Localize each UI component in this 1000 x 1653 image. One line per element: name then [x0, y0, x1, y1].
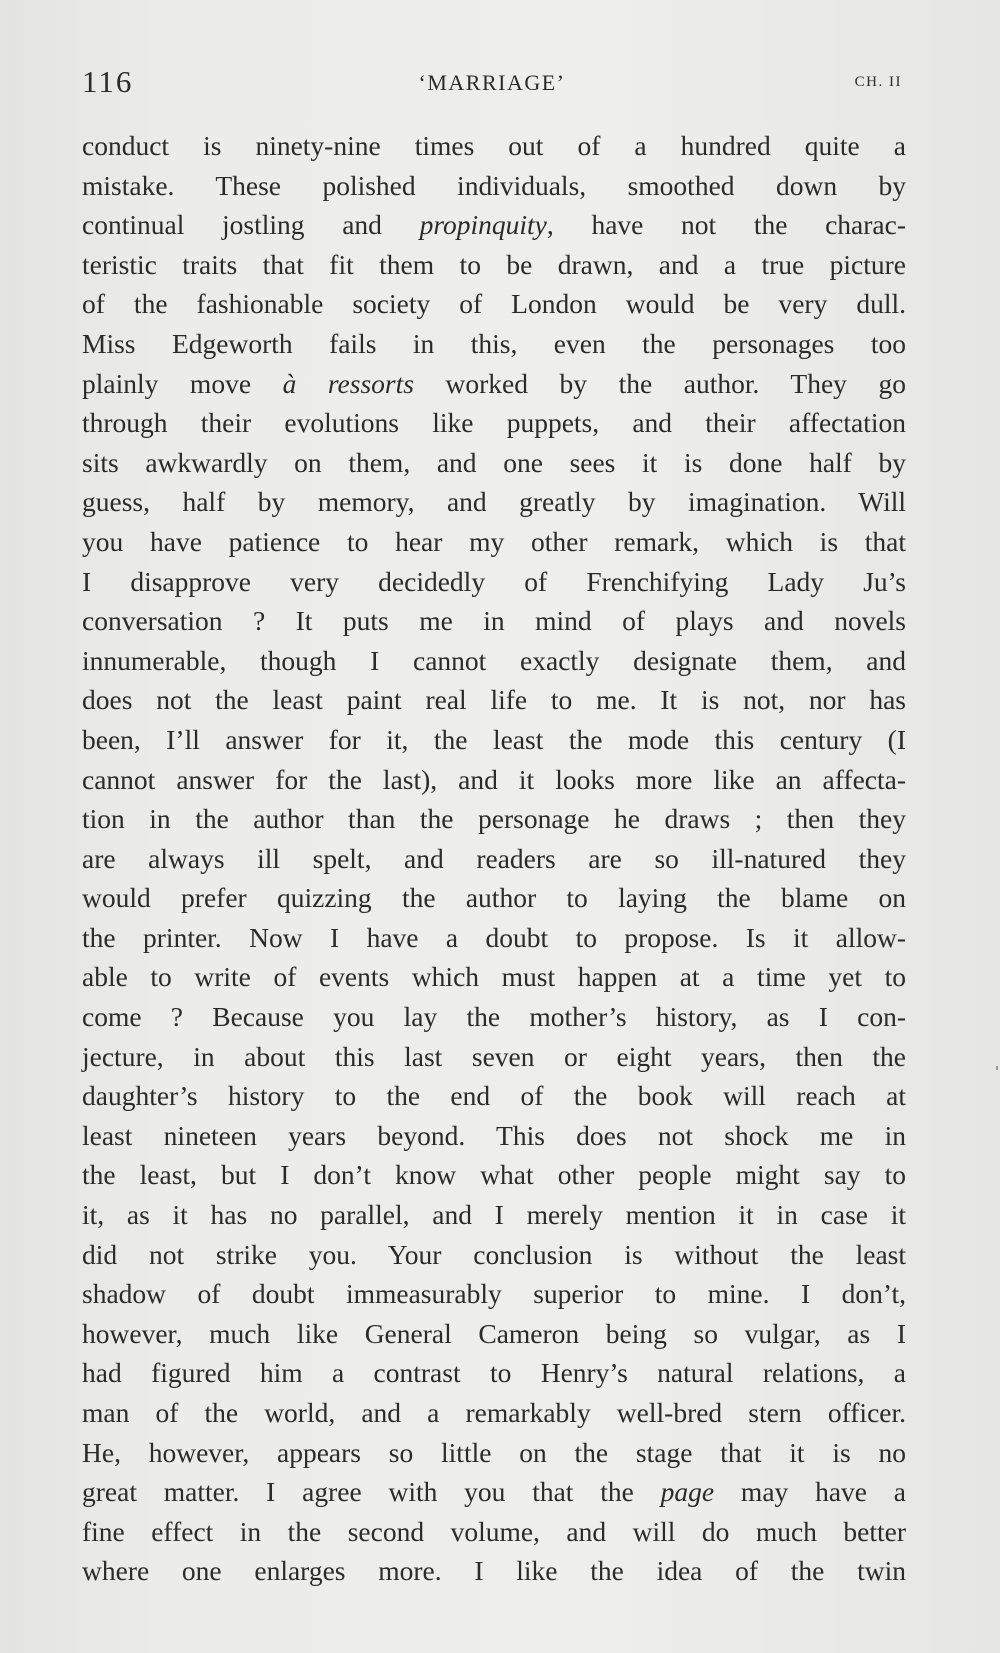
text-run: did not strike you. Your conclusion is without the least [82, 1238, 906, 1270]
text-run: continual jostling and [82, 209, 420, 241]
text-line [82, 284, 906, 324]
text-line [82, 997, 906, 1037]
text-run: innumerable, though I cannot exactly designate them, and [82, 644, 906, 676]
text-line [82, 1353, 906, 1393]
text-run: been, I’ll answer for it, the least the mode this century (I [82, 723, 906, 755]
text-run: daughter’s history to the end of the book will reach at [82, 1080, 906, 1112]
text-run: cannot answer for the last), and it looks more like an affecta- [82, 763, 906, 795]
text-run: I disapprove very decidedly of Frenchifying Lady Ju’s [82, 565, 906, 597]
body-text [82, 126, 906, 1591]
text-run: tion in the author than the personage he draws ; then they [82, 803, 906, 835]
text-line [82, 1235, 906, 1275]
text-line [82, 1512, 906, 1552]
text-run: the printer. Now I have a doubt to propose. Is it allow- [82, 921, 906, 953]
text-run: jecture, in about this last seven or eight years, then the [82, 1040, 906, 1072]
text-run: through their evolutions like puppets, and their affectation [82, 407, 906, 439]
text-line [82, 1076, 906, 1116]
text-run: teristic traits that fit them to be drawn, and a true picture [82, 248, 906, 280]
text-line [82, 245, 906, 285]
text-line [82, 1195, 906, 1235]
text-line [82, 641, 906, 681]
italic-phrase: propinquity [419, 209, 547, 241]
text-run: least nineteen years beyond. This does not shock me in [82, 1119, 906, 1151]
text-line [82, 364, 906, 404]
margin-speck [996, 1066, 998, 1070]
text-line [82, 680, 906, 720]
text-line [82, 1433, 906, 1473]
text-run: Miss Edgeworth fails in this, even the personages too [82, 327, 906, 359]
text-run: of the fashionable society of London would be very dull. [82, 288, 906, 320]
text-line [82, 1472, 906, 1512]
chapter-reference: CH. II [854, 74, 902, 90]
italic-phrase: à ressorts [282, 367, 414, 399]
text-line [82, 839, 906, 879]
text-run: sits awkwardly on them, and one sees it is done half by [82, 446, 906, 478]
page-number: 116 [82, 64, 134, 99]
text-run: where one enlarges more. I like the idea of the twin [82, 1555, 906, 1587]
text-line [82, 205, 906, 245]
text-run: conversation ? It puts me in mind of plays and novels [82, 605, 906, 637]
text-line [82, 601, 906, 641]
text-run: man of the world, and a remarkably well-bred stern officer. [82, 1397, 906, 1428]
text-run: He, however, appears so little on the stage that it is no [82, 1436, 906, 1468]
text-line [82, 878, 906, 918]
text-line [82, 562, 906, 602]
text-run: it, as it has no parallel, and I merely mention it in case it [82, 1199, 906, 1231]
text-line [82, 1393, 906, 1433]
text-line [82, 403, 906, 443]
text-run: had figured him a contrast to Henry’s natural relations, a [82, 1357, 906, 1389]
text-line [82, 522, 906, 562]
text-line [82, 1551, 906, 1591]
text-line [82, 1314, 906, 1354]
text-run: plainly move [82, 367, 283, 399]
text-line [82, 1155, 906, 1195]
text-run: mistake. These polished individuals, smoothed down by [82, 169, 906, 201]
text-line [82, 799, 906, 839]
text-run: guess, half by memory, and greatly by imagination. Will [82, 486, 906, 518]
text-run: worked by the author. They go [413, 367, 906, 399]
text-line [82, 1274, 906, 1314]
text-run: does not the least paint real life to me. It is not, nor has [82, 684, 906, 716]
text-run: would prefer quizzing the author to laying the blame on [82, 882, 906, 914]
running-head [82, 64, 902, 104]
text-run: however, much like General Cameron being so vulgar, as I [82, 1317, 906, 1349]
italic-phrase: page [660, 1476, 715, 1508]
text-line [82, 443, 906, 483]
text-line [82, 482, 906, 522]
running-title: ‘MARRIAGE’ [418, 70, 566, 95]
text-line [82, 957, 906, 997]
text-run: conduct is ninety-nine times out of a hundred quite a [82, 130, 906, 161]
text-run: great matter. I agree with you that the [82, 1476, 661, 1508]
text-run: may have a [714, 1476, 907, 1508]
text-line [82, 760, 906, 800]
text-run: , have not the charac- [546, 209, 906, 241]
text-run: able to write of events which must happen at a time yet to [82, 961, 906, 993]
text-run: come ? Because you lay the mother’s history, as I con- [82, 1001, 906, 1033]
text-run: you have patience to hear my other remark, which is that [82, 525, 906, 557]
text-line [82, 324, 906, 364]
text-line [82, 720, 906, 760]
text-line [82, 1037, 906, 1077]
text-run: shadow of doubt immeasurably superior to mine. I don’t, [82, 1278, 906, 1310]
text-line [82, 918, 906, 958]
text-run: are always ill spelt, and readers are so ill-natured they [82, 842, 906, 874]
text-line [82, 166, 906, 206]
text-run: the least, but I don’t know what other people might say to [82, 1159, 906, 1191]
text-line [82, 126, 906, 166]
text-line [82, 1116, 906, 1156]
text-run: fine effect in the second volume, and will do much better [82, 1515, 906, 1547]
